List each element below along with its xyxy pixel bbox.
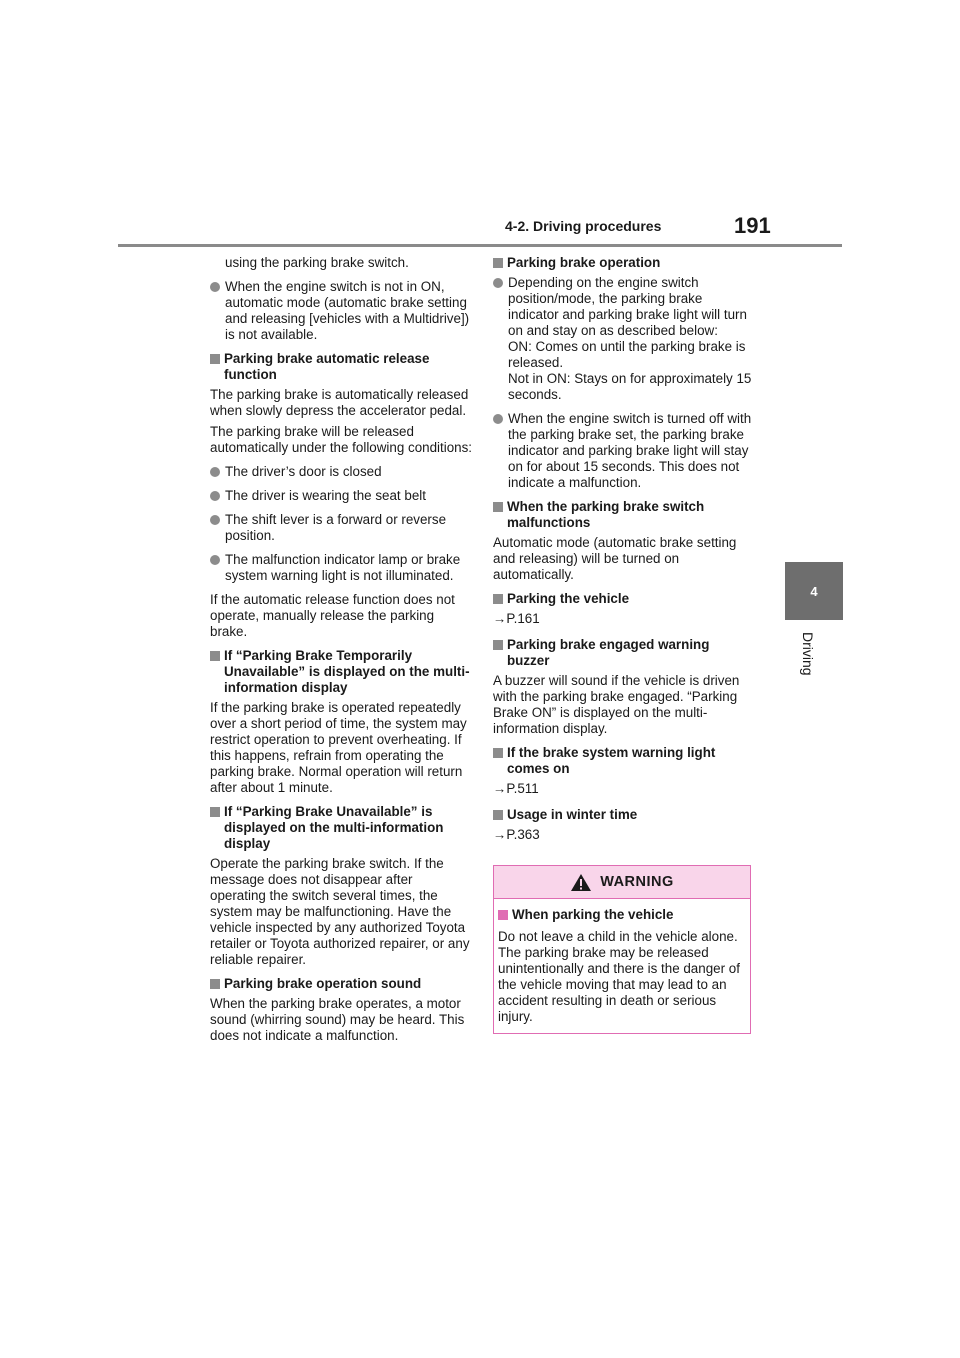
bullet-icon (210, 491, 220, 501)
heading-text: If the brake system warning light comes on (507, 745, 716, 776)
section-heading (210, 976, 472, 992)
paragraph: If the automatic release function does not operate, manually release the parking brake. (210, 592, 455, 639)
chapter-tab[interactable] (785, 562, 843, 620)
bullet-text: The driver’s door is closed (225, 464, 382, 479)
bullet-item (493, 275, 755, 403)
paragraph: The parking brake is automatically released when slowly depress the accelerator pedal. (210, 387, 469, 418)
bullet-icon (210, 515, 220, 525)
chapter-number: 4 (810, 583, 818, 599)
heading-text: Parking brake operation sound (224, 976, 422, 991)
right-column (493, 255, 755, 1034)
section-heading (493, 637, 755, 669)
warning-title: WARNING (600, 874, 674, 890)
bullet-item (210, 512, 472, 544)
square-bullet-icon (210, 651, 220, 661)
warning-heading (498, 907, 746, 923)
header-divider (118, 244, 842, 247)
bullet-item (210, 488, 472, 504)
section-heading (493, 255, 755, 271)
square-bullet-icon (493, 502, 503, 512)
page-reference-link[interactable]: →P.363 (493, 827, 540, 842)
paragraph: using the parking brake switch. (225, 255, 409, 270)
bullet-icon (210, 555, 220, 565)
bullet-icon (493, 414, 503, 424)
heading-text: Parking the vehicle (507, 591, 630, 606)
paragraph: A buzzer will sound if the vehicle is driven with the parking brake engaged. “Parking Brake ON” is displayed on the multi-information display. (493, 673, 740, 736)
section-heading (493, 591, 755, 607)
warning-body (494, 899, 750, 1033)
bullet-text: The shift lever is a forward or reverse position. (225, 512, 447, 543)
bullet-text: Not in ON: Stays on for approximately 15 seconds. (508, 371, 752, 402)
paragraph: If the parking brake is operated repeatedly over a short period of time, the system may restrict operation to prevent overheating. If this happens, refrain from operating the parking brake. Normal operation will return after about 1 minute. (210, 700, 467, 795)
page-number: 191 (734, 213, 771, 238)
bullet-text: When the engine switch is turned off with the parking brake set, the parking brake indicator and parking brake light will stay on for about 15 seconds. This does not indicate a malfunction. (508, 411, 752, 490)
bullet-icon (210, 467, 220, 477)
bullet-text: The driver is wearing the seat belt (225, 488, 426, 503)
square-bullet-icon (493, 810, 503, 820)
square-bullet-icon (493, 258, 503, 268)
square-bullet-icon (493, 640, 503, 650)
section-heading (493, 499, 755, 531)
square-bullet-icon (210, 979, 220, 989)
chapter-label: Driving (800, 632, 816, 676)
bullet-item (210, 279, 472, 343)
heading-text: Parking brake operation (507, 255, 661, 270)
page-reference-link[interactable]: →P.511 (493, 781, 539, 796)
bullet-text: The malfunction indicator lamp or brake system warning light is not illuminated. (225, 552, 461, 583)
page-reference-link[interactable]: →P.161 (493, 611, 540, 626)
square-bullet-icon (493, 594, 503, 604)
paragraph: The parking brake will be released automatically under the following conditions: (210, 424, 473, 455)
section-heading (493, 807, 755, 823)
paragraph: Automatic mode (automatic brake setting and releasing) will be turned on automatically. (493, 535, 737, 582)
section-heading (493, 745, 755, 777)
bullet-item (493, 411, 755, 491)
heading-text: Parking brake automatic release function (224, 351, 430, 382)
heading-text: If “Parking Brake Temporarily Unavailable” is displayed on the multi-information display (224, 648, 470, 695)
heading-text: Usage in winter time (507, 807, 638, 822)
warning-text: Do not leave a child in the vehicle alone. The parking brake may be released unintentionally and there is the danger of the vehicle moving that may lead to an accident resulting in death or serious injury. (498, 929, 740, 1024)
heading-text: If “Parking Brake Unavailable” is displayed on the multi-information display (224, 804, 444, 851)
bullet-item (210, 552, 472, 584)
warning-header (494, 866, 750, 899)
left-column (210, 255, 472, 1052)
square-bullet-icon (498, 910, 508, 920)
warning-triangle-icon (570, 873, 592, 892)
section-heading (210, 648, 472, 696)
heading-text: Parking brake engaged warning buzzer (507, 637, 710, 668)
section-heading (210, 804, 472, 852)
heading-text: When the parking brake switch malfunctions (507, 499, 705, 530)
bullet-item (210, 464, 472, 480)
square-bullet-icon (493, 748, 503, 758)
square-bullet-icon (210, 807, 220, 817)
bullet-text: ON: Comes on until the parking brake is released. (508, 339, 746, 370)
paragraph: When the parking brake operates, a motor sound (whirring sound) may be heard. This does not indicate a malfunction. (210, 996, 465, 1043)
bullet-icon (210, 282, 220, 292)
heading-text: When parking the vehicle (512, 907, 674, 922)
section-heading (210, 351, 472, 383)
bullet-text: Depending on the engine switch position/mode, the parking brake indicator and parking brake light will turn on and stay on as described below: (508, 275, 747, 338)
warning-box (493, 865, 751, 1034)
section-title: 4-2. Driving procedures (505, 218, 662, 234)
paragraph: Operate the parking brake switch. If the message does not disappear after operating the switch several times, the system may be malfunctioning. Have the vehicle inspected by any authorized Toyota retailer or Toyota authorized repairer, or any reliable repairer. (210, 856, 470, 967)
bullet-text: When the engine switch is not in ON, automatic mode (automatic brake setting and releasing [vehicles with a Multidrive]) is not available. (225, 279, 470, 342)
bullet-icon (493, 278, 503, 288)
square-bullet-icon (210, 354, 220, 364)
